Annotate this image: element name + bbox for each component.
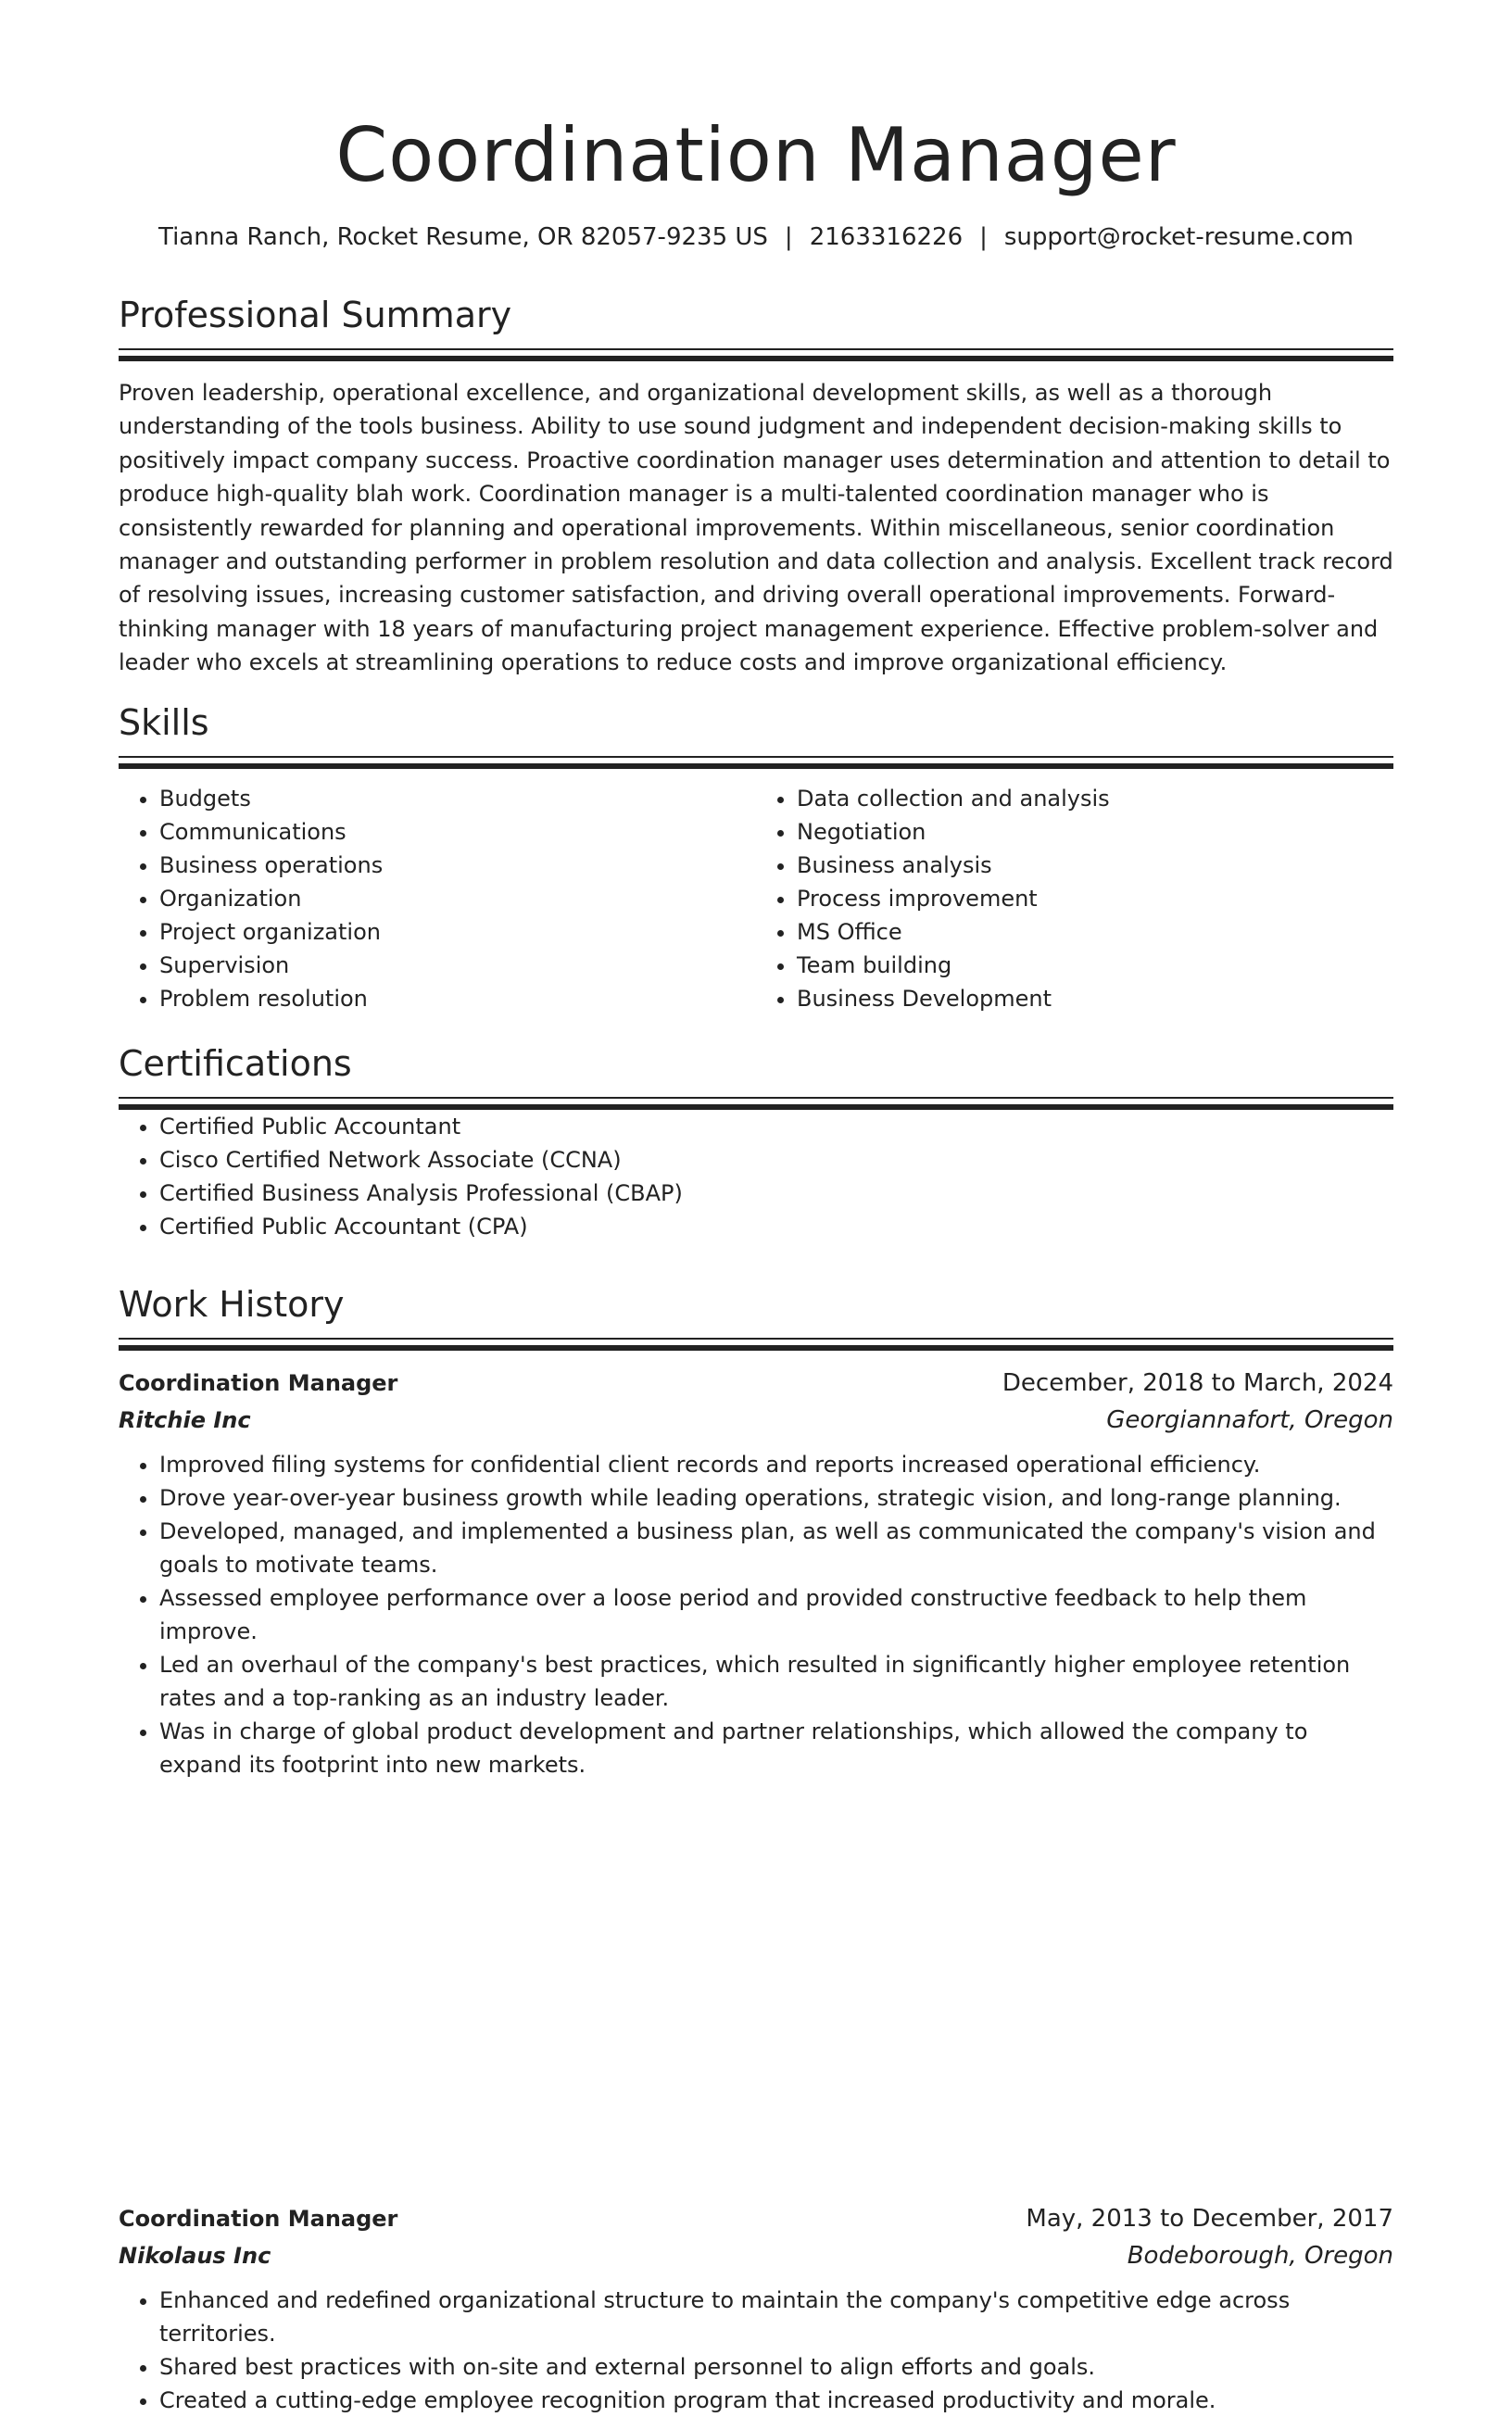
work-history-section	[119, 1282, 1393, 1351]
skill-item: • MS Office	[797, 915, 1393, 949]
certifications-list	[119, 1110, 1393, 1243]
work-history-heading: Work History	[119, 1284, 345, 1325]
skills-grid	[119, 782, 1393, 1015]
job-bullet: • Created a cutting-edge employee recognition program that increased productivity and morale.	[159, 2384, 1393, 2417]
job-bullet: • Was in charge of global product development and partner relationships, which allowed the company to expand its footprint into new markets.	[159, 1715, 1393, 1781]
section-divider	[119, 1338, 1393, 1351]
section-divider	[119, 1097, 1393, 1110]
skill-item: • Communications	[159, 815, 756, 849]
skill-item: • Project organization	[159, 915, 756, 949]
section-divider	[119, 348, 1393, 361]
job-dates: December, 2018 to March, 2024	[1002, 1369, 1393, 1397]
summary-heading: Professional Summary	[119, 295, 512, 335]
job-bullet: • Shared best practices with on-site and external personnel to align efforts and goals.	[159, 2350, 1393, 2384]
job-bullet: • Developed, managed, and implemented a business plan, as well as communicated the company's vision and goals to motivate teams.	[159, 1515, 1393, 1581]
skill-item: • Problem resolution	[159, 982, 756, 1015]
contact-separator: |	[784, 223, 793, 251]
skill-item: • Business operations	[159, 849, 756, 882]
contact-separator: |	[979, 223, 988, 251]
resume-page	[119, 0, 1393, 2413]
certification-item: • Certified Public Accountant (CPA)	[159, 1210, 1393, 1243]
skill-item: • Process improvement	[797, 882, 1393, 915]
skill-item: • Business analysis	[797, 849, 1393, 882]
skills-list-right	[756, 782, 1393, 1015]
job-bullet: • Assessed employee performance over a loose period and provided constructive feedback to help them improve.	[159, 1581, 1393, 1648]
certifications-heading: Certifications	[119, 1043, 352, 1084]
contact-email: support@rocket-resume.com	[1003, 223, 1354, 251]
contact-address: Tianna Ranch, Rocket Resume, OR 82057-9235 US	[158, 223, 768, 251]
certifications-section	[119, 1041, 1393, 1243]
skill-item: • Organization	[159, 882, 756, 915]
skills-heading: Skills	[119, 702, 209, 743]
skill-item: • Business Development	[797, 982, 1393, 1015]
job-title: Coordination Manager	[119, 1370, 398, 1396]
job-entry	[119, 1365, 1393, 1781]
job-company: Nikolaus Inc	[119, 2243, 271, 2269]
section-divider	[119, 756, 1393, 769]
contact-line	[119, 220, 1393, 254]
job-bullets	[119, 1448, 1393, 1781]
job-bullet: • Drove year-over-year business growth while leading operations, strategic vision, and long-range planning.	[159, 1481, 1393, 1515]
skill-item: • Budgets	[159, 782, 756, 815]
job-location: Georgiannafort, Oregon	[1106, 1406, 1393, 1434]
skills-list-left	[119, 782, 756, 1015]
skill-item: • Supervision	[159, 949, 756, 982]
skill-item: • Negotiation	[797, 815, 1393, 849]
job-header-row	[119, 1365, 1393, 1402]
contact-phone: 2163316226	[809, 223, 964, 251]
skill-item: • Team building	[797, 949, 1393, 982]
summary-text: Proven leadership, operational excellence, and organizational development skills, as well as a thorough understanding of the tools business. Ability to use sound judgment and independent decision-making skills to positively impact company success. Proactive coordination manager uses determination and attention to detail to produce high-quality blah work. Coordination manager is a multi-talented coordination manager who is consistently rewarded for planning and operational improvements. Within miscellaneous, senior coordination manager and outstanding performer in problem resolution and data collection and analysis. Excellent track record of resolving issues, increasing customer satisfaction, and driving overall operational improvements. Forward-thinking manager with 18 years of manufacturing project management experience. Effective problem-solver and leader who excels at streamlining operations to reduce costs and improve organizational efficiency.	[119, 380, 1393, 676]
job-location: Bodeborough, Oregon	[1127, 2242, 1393, 2270]
summary-section	[119, 293, 1393, 680]
job-bullet: • Led an overhaul of the company's best practices, which resulted in significantly higher employee retention rates and a top-ranking as an industry leader.	[159, 1648, 1393, 1715]
certification-item: • Certified Business Analysis Professional (CBAP)	[159, 1177, 1393, 1210]
certification-item: • Cisco Certified Network Associate (CCNA)	[159, 1143, 1393, 1177]
certification-item: • Certified Public Accountant	[159, 1110, 1393, 1143]
job-title: Coordination Manager	[119, 2206, 398, 2232]
job-entry	[119, 2200, 1393, 2417]
resume-title: Coordination Manager	[335, 112, 1177, 198]
skill-item: • Data collection and analysis	[797, 782, 1393, 815]
job-bullet: • Improved filing systems for confidential client records and reports increased operational efficiency.	[159, 1448, 1393, 1481]
job-company-row	[119, 2237, 1393, 2274]
job-header-row	[119, 2200, 1393, 2237]
job-dates: May, 2013 to December, 2017	[1026, 2205, 1393, 2233]
job-company: Ritchie Inc	[119, 1407, 251, 1433]
job-company-row	[119, 1402, 1393, 1439]
job-bullets	[119, 2284, 1393, 2417]
job-bullet: • Enhanced and redefined organizational structure to maintain the company's competitive edge across territories.	[159, 2284, 1393, 2350]
skills-section	[119, 700, 1393, 1015]
